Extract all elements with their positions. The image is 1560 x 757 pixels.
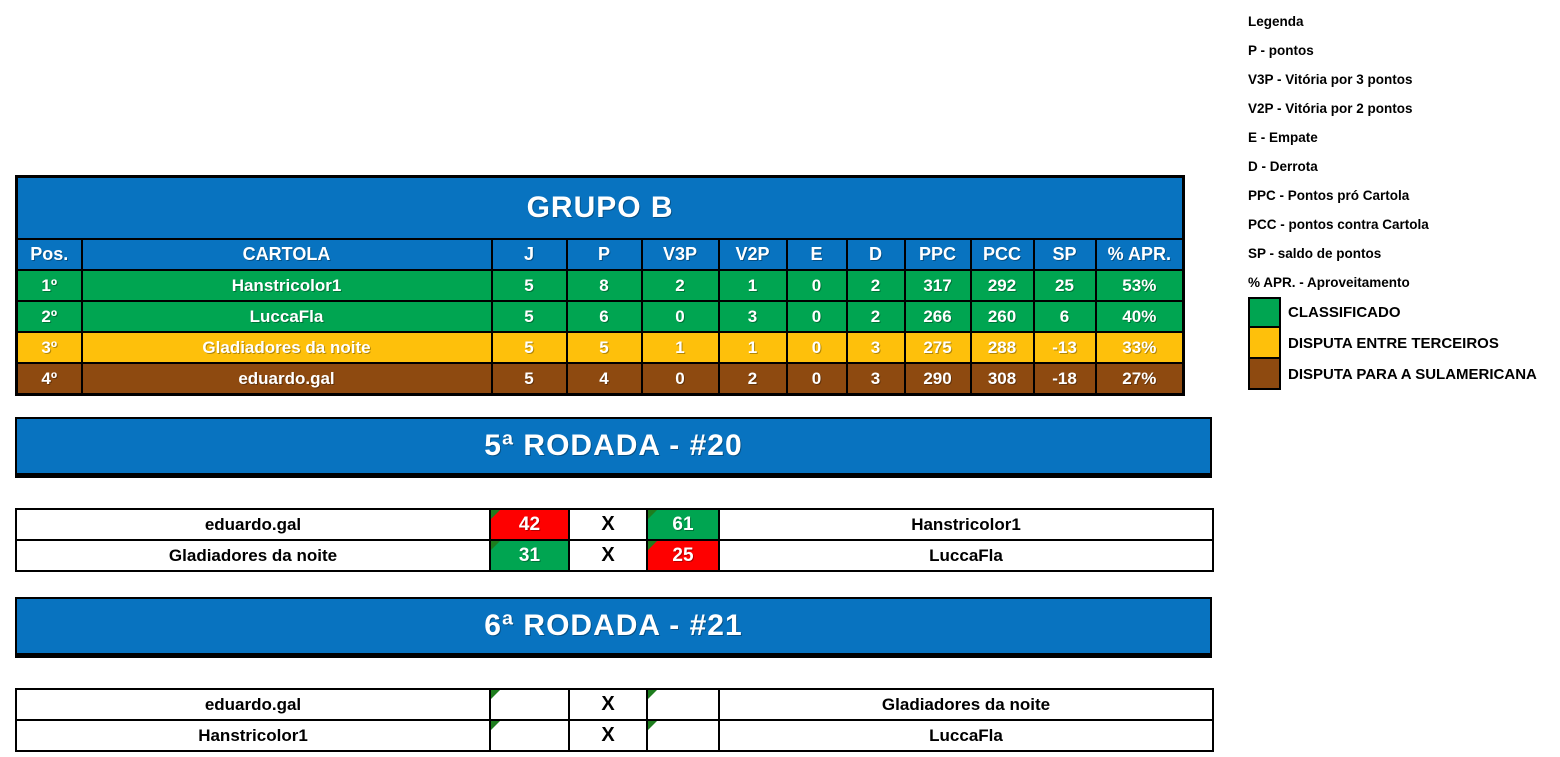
pos-cell: 4º	[17, 363, 82, 395]
col-header-pos: Pos.	[17, 239, 82, 270]
legend-title: Legenda	[1248, 14, 1304, 29]
stat-cell: 0	[787, 301, 847, 332]
stat-cell: 292	[971, 270, 1034, 301]
stat-cell: 290	[905, 363, 971, 395]
legend-entry: % APR. - Aproveitamento	[1248, 275, 1410, 290]
team-cell: Gladiadores da noite	[82, 332, 492, 363]
match-row	[16, 720, 1213, 751]
col-header-p: P	[567, 239, 642, 270]
standings-table	[15, 175, 1185, 396]
legend-entry: PPC - Pontos pró Cartola	[1248, 188, 1410, 203]
home-team: eduardo.gal	[16, 509, 490, 540]
round-6-banner: 6ª RODADA - #21	[15, 597, 1212, 658]
vs-label: X	[569, 689, 647, 720]
col-header-pcc: PCC	[971, 239, 1034, 270]
stat-cell: 275	[905, 332, 971, 363]
away-score-value: 25	[672, 544, 694, 566]
away-score	[647, 540, 719, 571]
stat-cell: 2	[642, 270, 719, 301]
stat-cell: 266	[905, 301, 971, 332]
stat-cell: 27%	[1096, 363, 1184, 395]
stat-cell: 1	[719, 270, 787, 301]
round-5-banner: 5ª RODADA - #20	[15, 417, 1212, 478]
away-team: LuccaFla	[719, 540, 1213, 571]
group-title-row	[17, 177, 1184, 240]
stat-cell: 1	[719, 332, 787, 363]
cell-flag-icon	[648, 541, 657, 550]
vs-label: X	[569, 720, 647, 751]
stat-cell: 260	[971, 301, 1034, 332]
col-header-v2p: V2P	[719, 239, 787, 270]
standings-row	[17, 363, 1184, 395]
standings-row	[17, 270, 1184, 301]
home-score	[490, 509, 569, 540]
stat-cell: 3	[719, 301, 787, 332]
away-score-value: 61	[672, 513, 694, 535]
away-score	[647, 509, 719, 540]
home-score	[490, 540, 569, 571]
cell-flag-icon	[648, 690, 657, 699]
col-header-sp: SP	[1034, 239, 1096, 270]
classificado-swatch	[1248, 297, 1281, 328]
stat-cell: 2	[847, 301, 905, 332]
standings-row	[17, 301, 1184, 332]
away-score	[647, 720, 719, 751]
stat-cell: 0	[787, 363, 847, 395]
col-header-cartola: CARTOLA	[82, 239, 492, 270]
legend-swatch-row	[1248, 359, 1537, 390]
stat-cell: 308	[971, 363, 1034, 395]
home-score	[490, 720, 569, 751]
cell-flag-icon	[491, 690, 500, 699]
stat-cell: 317	[905, 270, 971, 301]
team-cell: eduardo.gal	[82, 363, 492, 395]
stat-cell: 2	[847, 270, 905, 301]
stat-cell: 2	[719, 363, 787, 395]
col-header-d: D	[847, 239, 905, 270]
legend-entry: D - Derrota	[1248, 159, 1318, 174]
cell-flag-icon	[648, 510, 657, 519]
standings-header-row	[17, 239, 1184, 270]
pos-cell: 2º	[17, 301, 82, 332]
vs-label: X	[569, 509, 647, 540]
standings-row	[17, 332, 1184, 363]
group-title: GRUPO B	[17, 177, 1184, 240]
cell-flag-icon	[491, 510, 500, 519]
home-score-value: 31	[518, 544, 541, 566]
away-team: Hanstricolor1	[719, 509, 1213, 540]
legend-entry: E - Empate	[1248, 130, 1318, 145]
stat-cell: 33%	[1096, 332, 1184, 363]
col-header-ppc: PPC	[905, 239, 971, 270]
legend-swatch-row	[1248, 328, 1537, 359]
disputa-sulamericana-swatch	[1248, 359, 1281, 390]
home-score	[490, 689, 569, 720]
match-row	[16, 689, 1213, 720]
legend-entry: V3P - Vitória por 3 pontos	[1248, 72, 1413, 87]
stat-cell: 3	[847, 332, 905, 363]
team-cell: LuccaFla	[82, 301, 492, 332]
pos-cell: 1º	[17, 270, 82, 301]
pos-cell: 3º	[17, 332, 82, 363]
col-header-v3p: V3P	[642, 239, 719, 270]
home-team: Gladiadores da noite	[16, 540, 490, 571]
stat-cell: 0	[642, 363, 719, 395]
round-6-matches	[15, 688, 1214, 752]
cell-flag-icon	[648, 721, 657, 730]
away-score	[647, 689, 719, 720]
cell-flag-icon	[491, 541, 500, 550]
stat-cell: 5	[492, 363, 567, 395]
away-team: Gladiadores da noite	[719, 689, 1213, 720]
stat-cell: 8	[567, 270, 642, 301]
vs-label: X	[569, 540, 647, 571]
stat-cell: 5	[492, 270, 567, 301]
swatch-label: DISPUTA ENTRE TERCEIROS	[1288, 335, 1499, 352]
stat-cell: 25	[1034, 270, 1096, 301]
col-header-apr: % APR.	[1096, 239, 1184, 270]
stat-cell: 53%	[1096, 270, 1184, 301]
match-row	[16, 509, 1213, 540]
home-team: eduardo.gal	[16, 689, 490, 720]
stat-cell: 0	[787, 332, 847, 363]
stat-cell: 5	[492, 332, 567, 363]
stat-cell: -18	[1034, 363, 1096, 395]
stat-cell: 3	[847, 363, 905, 395]
standings-section	[15, 175, 1185, 396]
stat-cell: 6	[1034, 301, 1096, 332]
away-team: LuccaFla	[719, 720, 1213, 751]
col-header-j: J	[492, 239, 567, 270]
stat-cell: 5	[492, 301, 567, 332]
team-cell: Hanstricolor1	[82, 270, 492, 301]
match-row	[16, 540, 1213, 571]
home-team: Hanstricolor1	[16, 720, 490, 751]
legend-entry: SP - saldo de pontos	[1248, 246, 1382, 261]
legend-entry: PCC - pontos contra Cartola	[1248, 217, 1429, 232]
legend-swatch-row	[1248, 297, 1537, 328]
stat-cell: 5	[567, 332, 642, 363]
legend-entry: P - pontos	[1248, 43, 1314, 58]
stat-cell: 0	[787, 270, 847, 301]
stat-cell: -13	[1034, 332, 1096, 363]
legend	[1248, 7, 1537, 390]
stat-cell: 0	[642, 301, 719, 332]
stat-cell: 288	[971, 332, 1034, 363]
stat-cell: 4	[567, 363, 642, 395]
disputa-terceiros-swatch	[1248, 328, 1281, 359]
stat-cell: 1	[642, 332, 719, 363]
col-header-e: E	[787, 239, 847, 270]
stat-cell: 6	[567, 301, 642, 332]
cell-flag-icon	[491, 721, 500, 730]
swatch-label: CLASSIFICADO	[1288, 304, 1401, 321]
swatch-label: DISPUTA PARA A SULAMERICANA	[1288, 366, 1537, 383]
home-score-value: 42	[518, 513, 541, 535]
legend-entry: V2P - Vitória por 2 pontos	[1248, 101, 1413, 116]
round-5-matches	[15, 508, 1214, 572]
stat-cell: 40%	[1096, 301, 1184, 332]
